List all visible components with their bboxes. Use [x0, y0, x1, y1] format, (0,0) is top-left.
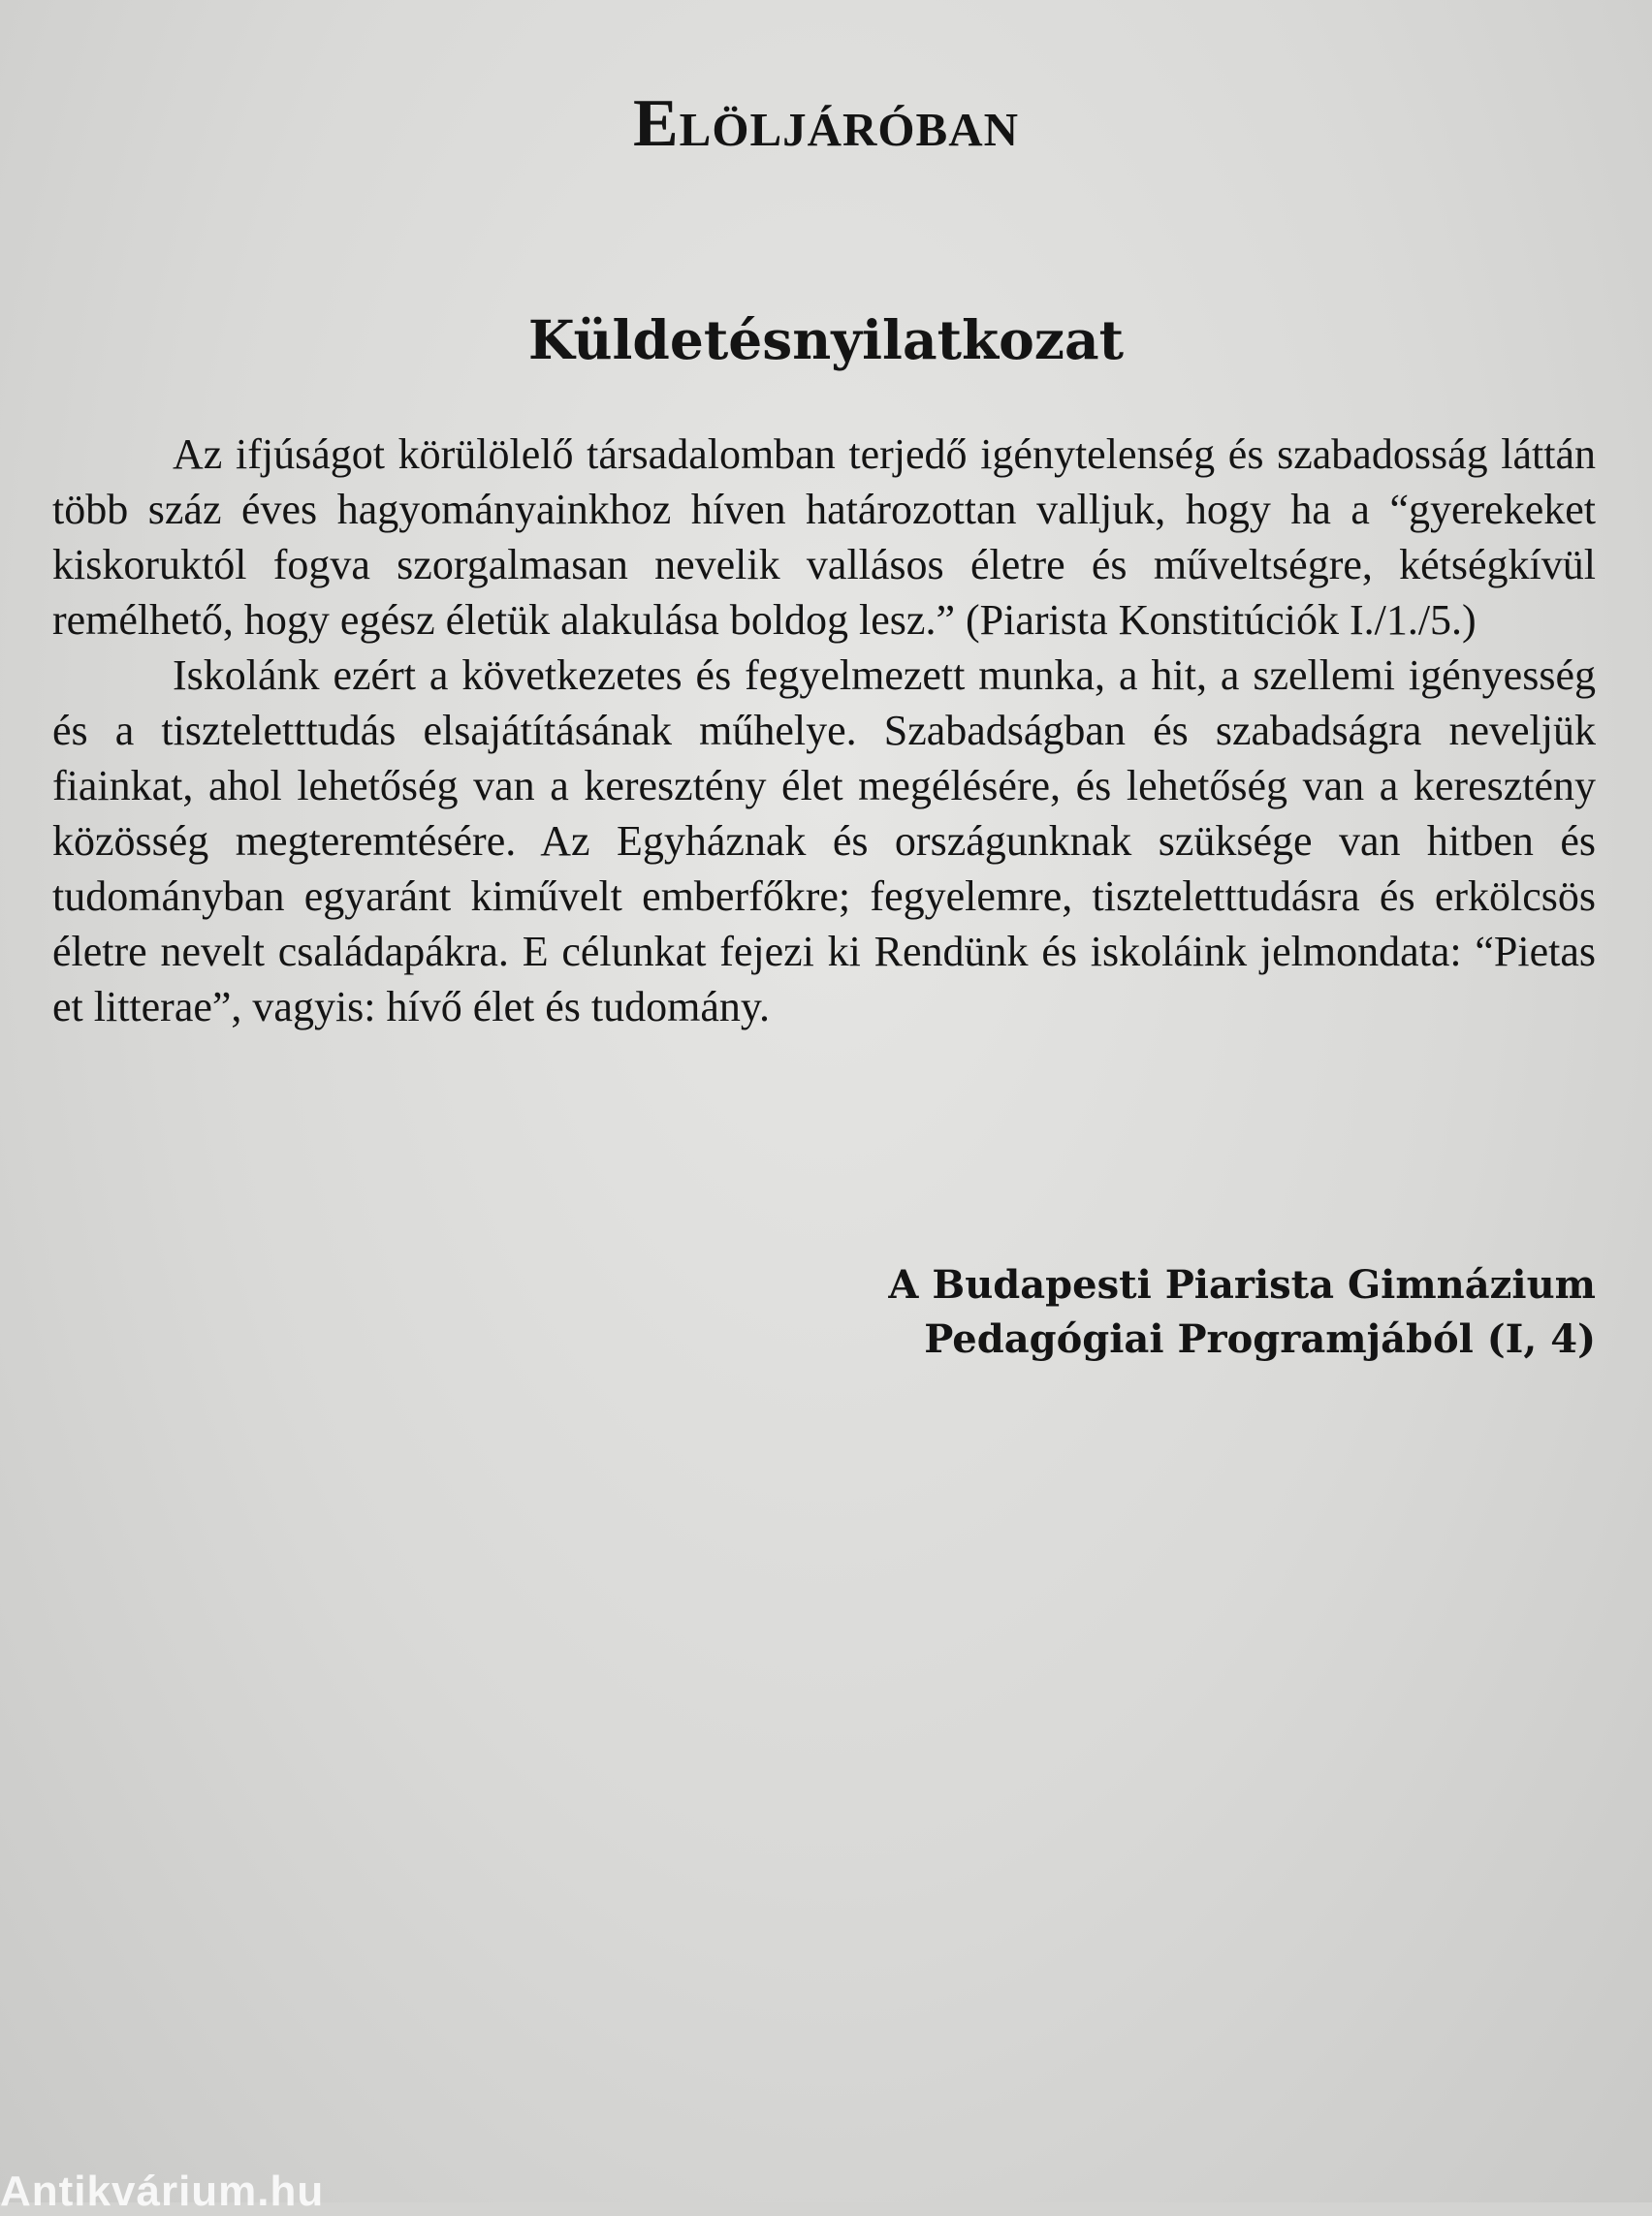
- mission-statement-text: [52, 427, 1596, 1034]
- section-title: Küldetésnyilatkozat: [527, 308, 1125, 371]
- attribution-line-1: A Budapesti Piarista Gimnázium: [888, 1262, 1596, 1308]
- page-title: Elöljáróban: [632, 86, 1019, 161]
- paragraph-1: Az ifjúságot körülölelő társadalomban terjedő igénytelenség és szabadosság láttán több száz éves hagyományainkhoz híven határozottan valljuk, hogy ha a “gyerekeket kiskoruktól fogva szorgalmasan nevelik vallásos életre és műveltségre, kétségkívül remélhető, hogy egész életük alakulása boldog lesz.” (Piarista Konstitúciók I./1./5.): [52, 430, 1596, 644]
- watermark: Antikvárium.hu: [0, 2168, 325, 2215]
- attribution-line-2: Pedagógiai Programjából (I, 4): [924, 1316, 1596, 1362]
- source-attribution: [888, 1258, 1596, 1367]
- paragraph-2: Iskolánk ezért a következetes és fegyelmezett munka, a hit, a szellemi igényesség és a tiszteletttudás elsajátításának műhelye. Szabadságban és szabadságra neveljük fiainkat, ahol lehetőség van a keresztény élet megélésére, és lehetőség van a keresztény közösség megteremtésére. Az Egyháznak és országunknak szüksége van hitben és tudományban egyaránt kiművelt emberfőkre; fegyelemre, tiszteletttudásra és erkölcsös életre nevelt családapákra. E célunkat fejezi ki Rendünk és iskoláink jelmondata: “Pietas et litterae”, vagyis: hívő élet és tudomány.: [52, 651, 1596, 1030]
